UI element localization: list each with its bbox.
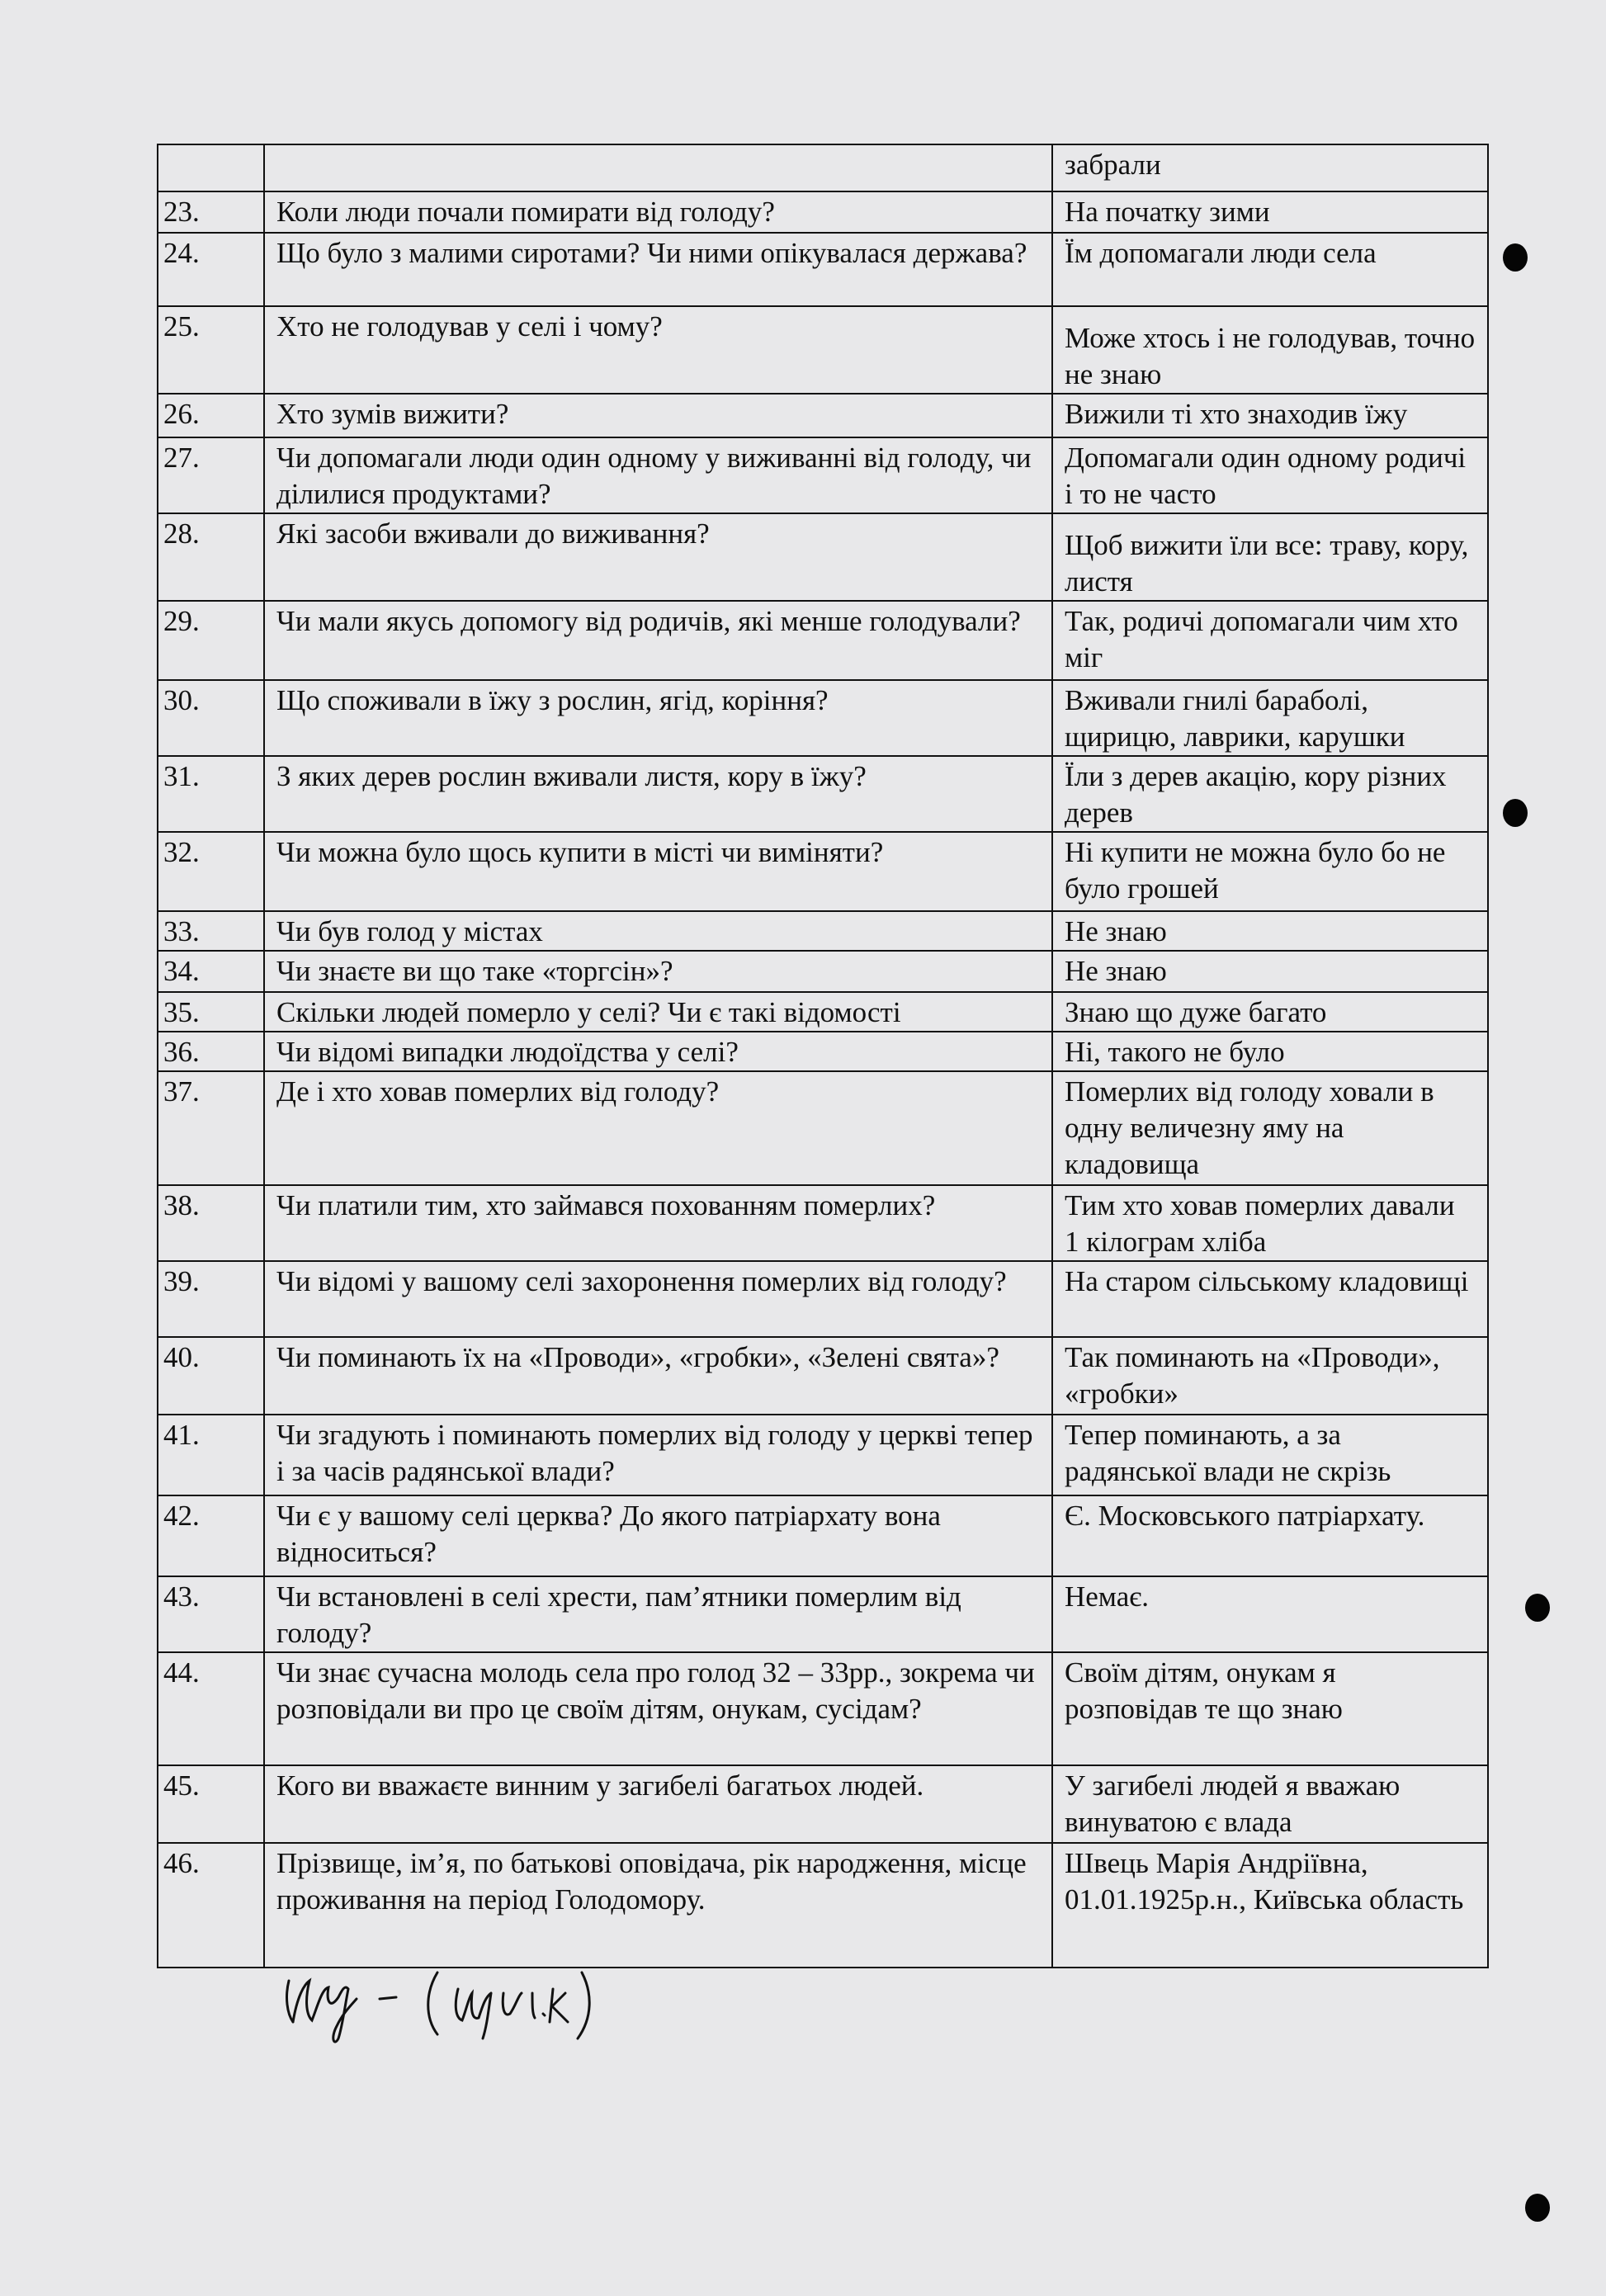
answer-cell: Не знаю — [1052, 951, 1488, 992]
question-cell: Чи відомі у вашому селі захоронення померлих від голоду? — [264, 1261, 1052, 1337]
answer-cell: Знаю що дуже багато — [1052, 992, 1488, 1032]
question-number: 27. — [158, 437, 264, 513]
table-row — [158, 191, 1488, 233]
answer-cell: Померлих від голоду ховали в одну величезну яму на кладовища — [1052, 1071, 1488, 1185]
question-cell: З яких дерев рослин вживали листя, кору в їжу? — [264, 756, 1052, 832]
table-row — [158, 1032, 1488, 1071]
answer-cell: У загибелі людей я вважаю винуватою є влада — [1052, 1765, 1488, 1843]
questionnaire-table — [157, 144, 1489, 1968]
table-row — [158, 1071, 1488, 1185]
question-cell: Хто не голодував у селі і чому? — [264, 306, 1052, 394]
table-row — [158, 1185, 1488, 1261]
question-cell: Чи був голод у містах — [264, 911, 1052, 951]
table-row — [158, 1652, 1488, 1765]
question-cell: Чи допомагали люди один одному у виживанні від голоду, чи ділилися продуктами? — [264, 437, 1052, 513]
answer-cell: Щоб вижити їли все: траву, кору, листя — [1052, 513, 1488, 601]
table-row — [158, 992, 1488, 1032]
table-row — [158, 306, 1488, 394]
table-row — [158, 680, 1488, 756]
table-row — [158, 513, 1488, 601]
answer-cell: Ні купити не можна було бо не було грошей — [1052, 832, 1488, 911]
table-row — [158, 1765, 1488, 1843]
question-cell: Які засоби вживали до виживання? — [264, 513, 1052, 601]
question-cell: Чи є у вашому селі церква? До якого патріархату вона відноситься? — [264, 1495, 1052, 1576]
question-number: 45. — [158, 1765, 264, 1843]
question-number — [158, 144, 264, 191]
table-row — [158, 233, 1488, 306]
table-row — [158, 911, 1488, 951]
question-cell: Чи знає сучасна молодь села про голод 32 – 33рр., зокрема чи розповідали ви про це своїм дітям, онукам, сусідам? — [264, 1652, 1052, 1765]
answer-cell: Їли з дерев акацію, кору різних дерев — [1052, 756, 1488, 832]
question-cell: Що було з малими сиротами? Чи ними опікувалася держава? — [264, 233, 1052, 306]
answer-cell: Тим хто ховав померлих давали 1 кілограм хліба — [1052, 1185, 1488, 1261]
table-row — [158, 394, 1488, 437]
question-cell: Чи поминають їх на «Проводи», «гробки», «Зелені свята»? — [264, 1337, 1052, 1415]
answer-cell: На початку зими — [1052, 191, 1488, 233]
table-row — [158, 144, 1488, 191]
question-number: 40. — [158, 1337, 264, 1415]
answer-cell: Тепер поминають, а за радянської влади не скрізь — [1052, 1415, 1488, 1495]
table-row — [158, 1261, 1488, 1337]
answer-cell: Своїм дітям, онукам я розповідав те що знаю — [1052, 1652, 1488, 1765]
question-cell: Що споживали в їжу з рослин, ягід, коріння? — [264, 680, 1052, 756]
question-number: 42. — [158, 1495, 264, 1576]
answer-cell: Може хтось і не голодував, точно не знаю — [1052, 306, 1488, 394]
question-cell: Чи мали якусь допомогу від родичів, які менше голодували? — [264, 601, 1052, 680]
question-number: 46. — [158, 1843, 264, 1968]
question-number: 26. — [158, 394, 264, 437]
question-number: 34. — [158, 951, 264, 992]
question-cell: Чи платили тим, хто займався похованням померлих? — [264, 1185, 1052, 1261]
question-number: 33. — [158, 911, 264, 951]
question-cell: Де і хто ховав померлих від голоду? — [264, 1071, 1052, 1185]
table-row — [158, 951, 1488, 992]
question-cell: Чи встановлені в селі хрести, пам’ятники померлим від голоду? — [264, 1576, 1052, 1652]
answer-cell: Є. Московського патріархату. — [1052, 1495, 1488, 1576]
question-number: 35. — [158, 992, 264, 1032]
answer-cell: Вживали гнилі бараболі, щирицю, лаврики, карушки — [1052, 680, 1488, 756]
answer-cell: Так поминають на «Проводи», «гробки» — [1052, 1337, 1488, 1415]
punch-hole — [1525, 1594, 1550, 1622]
table-row — [158, 832, 1488, 911]
answer-cell: Вижили ті хто знаходив їжу — [1052, 394, 1488, 437]
answer-cell: Ні, такого не було — [1052, 1032, 1488, 1071]
question-cell: Кого ви вважаєте винним у загибелі багатьох людей. — [264, 1765, 1052, 1843]
question-number: 23. — [158, 191, 264, 233]
answer-cell: забрали — [1052, 144, 1488, 191]
question-cell: Чи відомі випадки людоїдства у селі? — [264, 1032, 1052, 1071]
table-row — [158, 437, 1488, 513]
answer-cell: Немає. — [1052, 1576, 1488, 1652]
question-cell: Чи знаєте ви що таке «торгсін»? — [264, 951, 1052, 992]
table-row — [158, 1495, 1488, 1576]
answer-cell: Їм допомагали люди села — [1052, 233, 1488, 306]
answer-cell: Так, родичі допомагали чим хто міг — [1052, 601, 1488, 680]
question-number: 43. — [158, 1576, 264, 1652]
table-row — [158, 756, 1488, 832]
question-number: 30. — [158, 680, 264, 756]
question-number: 44. — [158, 1652, 264, 1765]
answer-cell: Допомагали один одному родичі і то не часто — [1052, 437, 1488, 513]
question-number: 32. — [158, 832, 264, 911]
question-cell: Чи можна було щось купити в місті чи виміняти? — [264, 832, 1052, 911]
punch-hole — [1503, 799, 1528, 827]
answer-cell: Швець Марія Андріївна, 01.01.1925р.н., Київська область — [1052, 1843, 1488, 1968]
question-cell: Коли люди почали помирати від голоду? — [264, 191, 1052, 233]
question-number: 24. — [158, 233, 264, 306]
table-row — [158, 601, 1488, 680]
punch-hole — [1525, 2194, 1550, 2222]
handwritten-signature — [281, 1948, 743, 2047]
question-number: 36. — [158, 1032, 264, 1071]
question-cell: Чи згадують і поминають померлих від голоду у церкві тепер і за часів радянської влади? — [264, 1415, 1052, 1495]
question-number: 39. — [158, 1261, 264, 1337]
table-row — [158, 1337, 1488, 1415]
question-cell — [264, 144, 1052, 191]
punch-hole — [1503, 243, 1528, 272]
question-number: 29. — [158, 601, 264, 680]
answer-cell: Не знаю — [1052, 911, 1488, 951]
question-cell: Хто зумів вижити? — [264, 394, 1052, 437]
question-cell: Прізвище, ім’я, по батькові оповідача, рік народження, місце проживання на період Голодомору. — [264, 1843, 1052, 1968]
question-number: 37. — [158, 1071, 264, 1185]
question-number: 31. — [158, 756, 264, 832]
table-row — [158, 1576, 1488, 1652]
table-row — [158, 1415, 1488, 1495]
question-number: 28. — [158, 513, 264, 601]
question-number: 38. — [158, 1185, 264, 1261]
question-number: 25. — [158, 306, 264, 394]
question-cell: Скільки людей померло у селі? Чи є такі відомості — [264, 992, 1052, 1032]
question-number: 41. — [158, 1415, 264, 1495]
answer-cell: На старом сільському кладовищі — [1052, 1261, 1488, 1337]
